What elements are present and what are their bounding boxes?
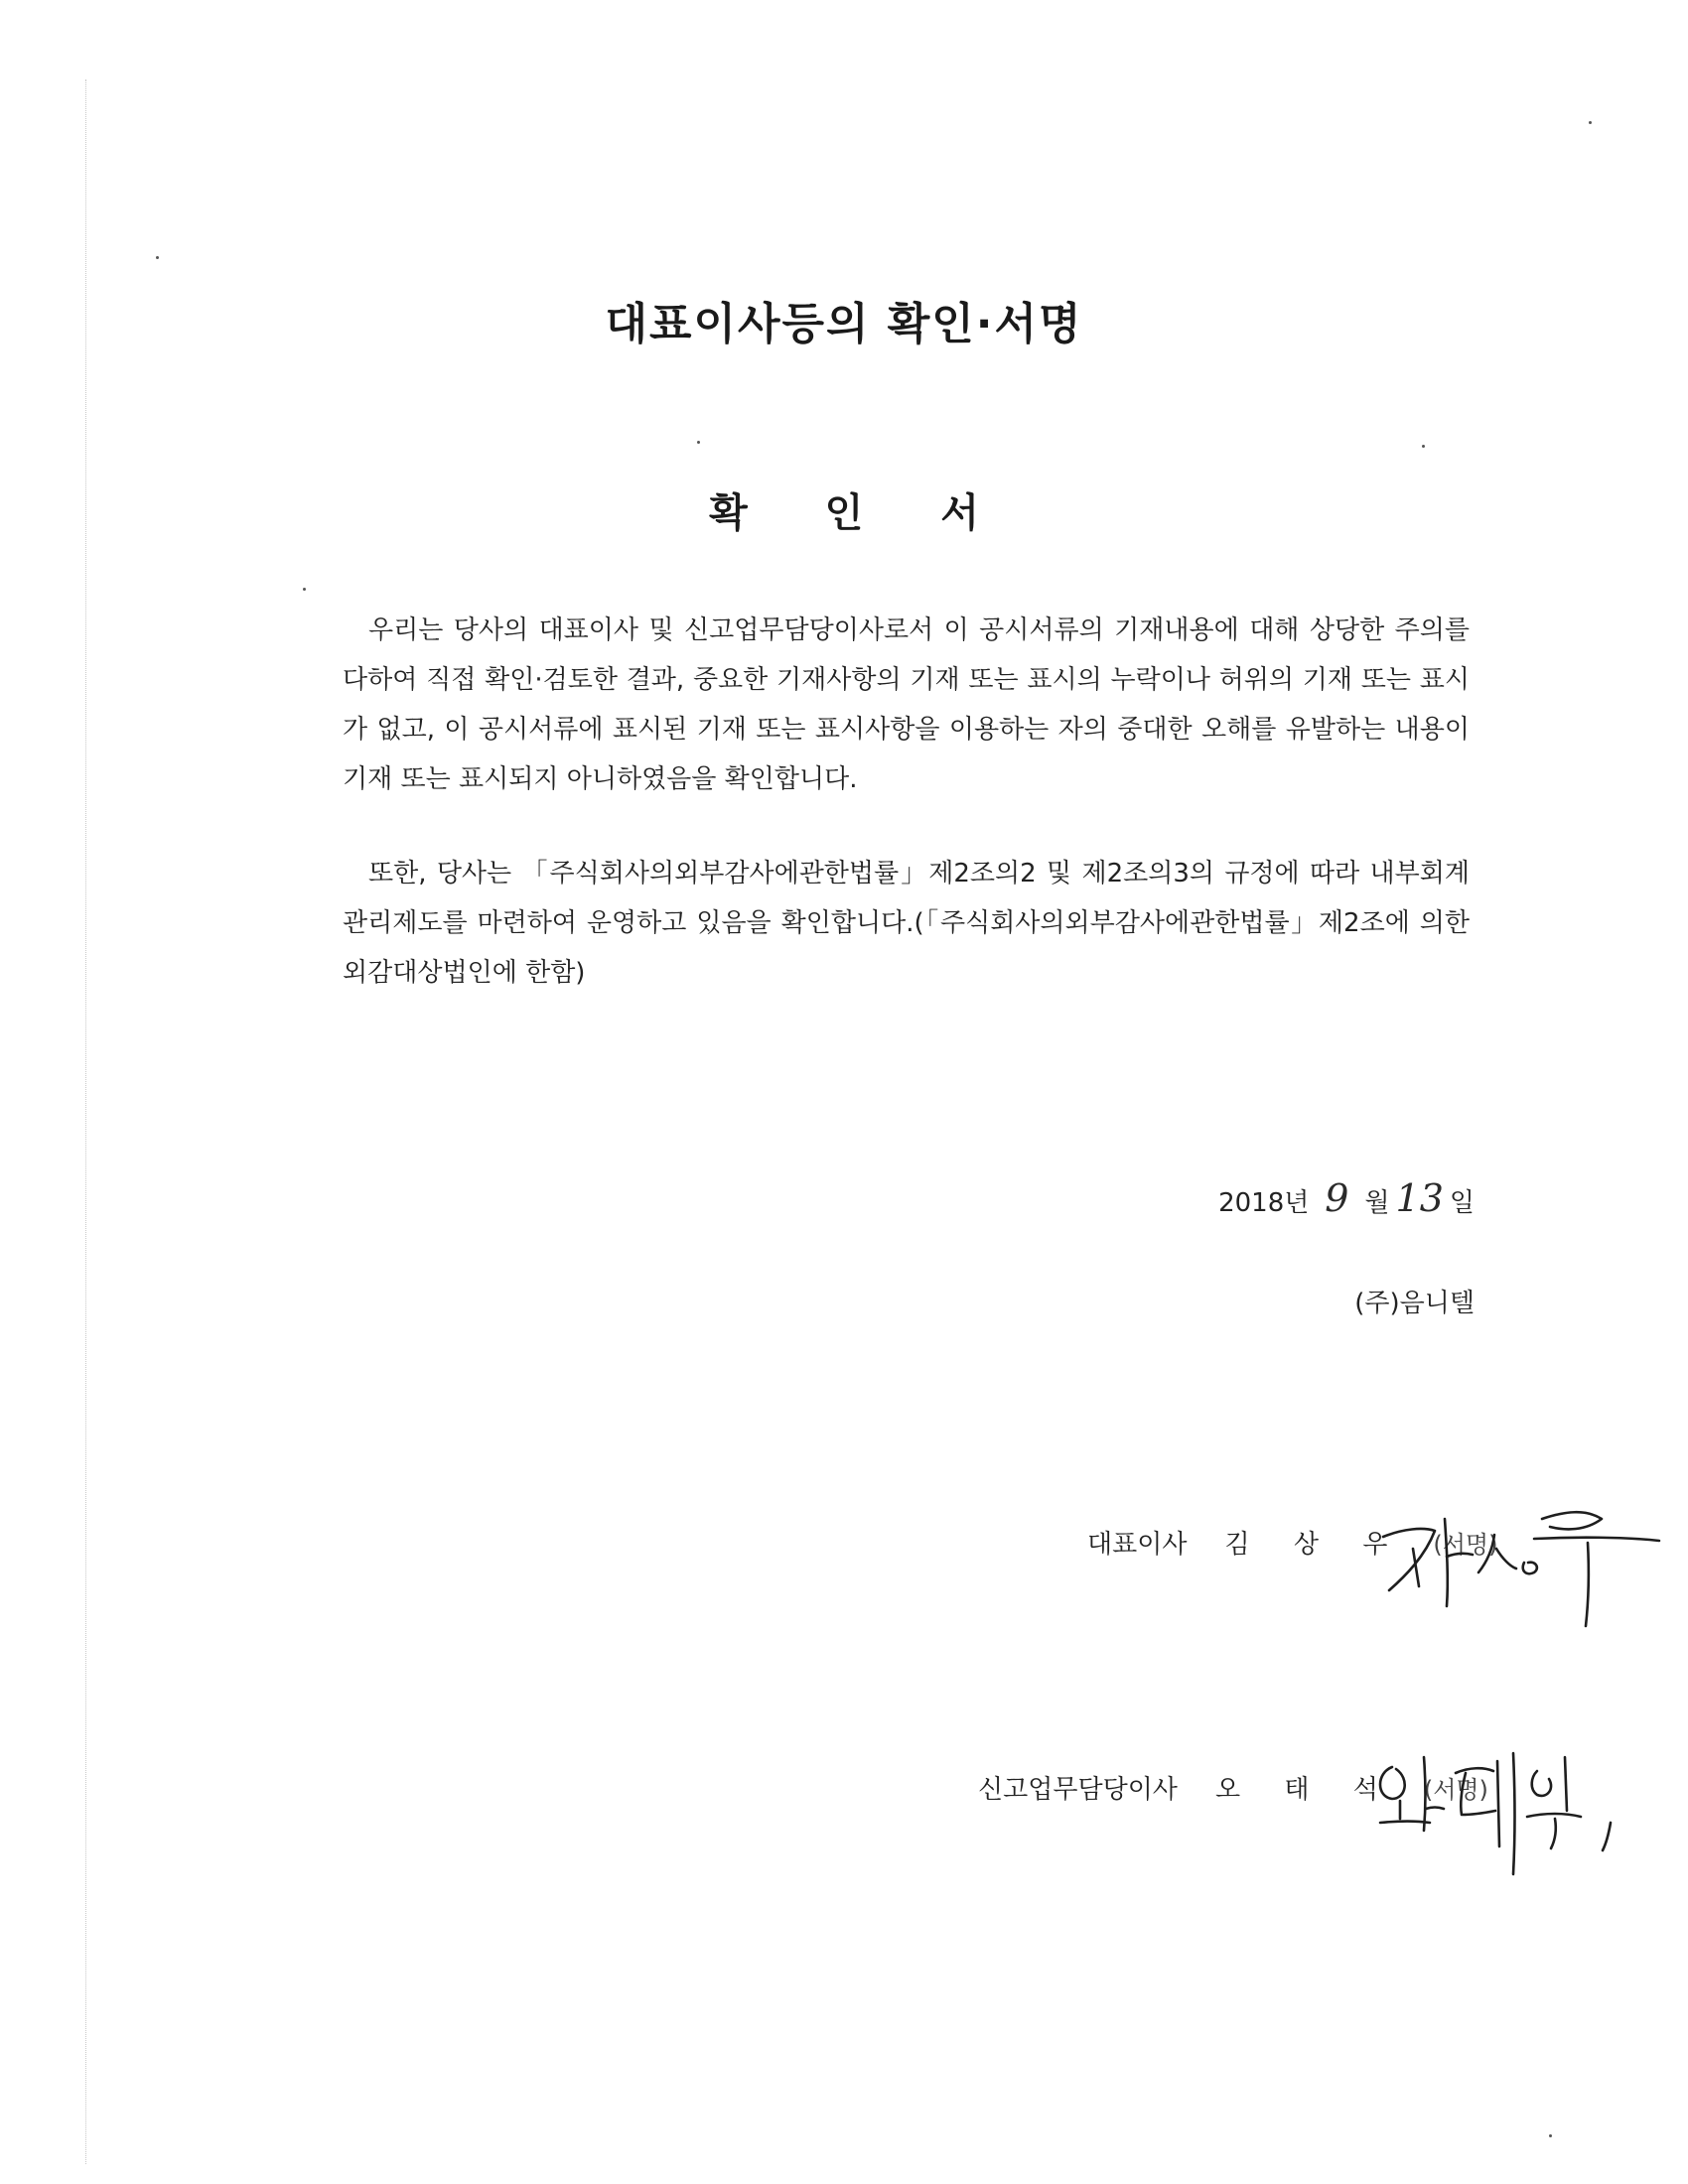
signing-date	[1218, 1176, 1475, 1220]
internal-control-paragraph: 또한, 당사는 「주식회사의외부감사에관한법률」제2조의2 및 제2조의3의 규정에 따라 내부회계관리제도를 마련하여 운영하고 있음을 확인합니다.(「주식회사의외부감사에관한법률」제2조에 의한 외감대상법인에 한함)	[343, 859, 1470, 988]
scan-speck	[1589, 121, 1592, 124]
date-month-handwritten: 9	[1325, 1176, 1349, 1220]
filing-director-sign-mark: (서명)	[1423, 1776, 1488, 1804]
document-subtitle: 확 인 서	[709, 490, 1011, 536]
company-name: (주)음니텔	[1354, 1289, 1475, 1318]
scan-speck	[156, 256, 159, 259]
date-month-label: 월	[1364, 1188, 1390, 1218]
date-day-handwritten: 13	[1395, 1176, 1444, 1220]
filing-director-role: 신고업무담당이사	[978, 1775, 1178, 1805]
scan-speck	[697, 441, 700, 444]
filing-director-name: 오 태 석	[1214, 1775, 1396, 1805]
ceo-handwritten-signature	[1375, 1479, 1663, 1628]
scan-edge-line	[85, 79, 86, 2164]
scan-speck	[303, 588, 306, 591]
ceo-role: 대표이사	[1087, 1530, 1188, 1560]
filing-director-handwritten-signature	[1370, 1727, 1658, 1876]
ceo-name: 김 상 우	[1224, 1530, 1406, 1560]
date-year: 2018년	[1218, 1188, 1310, 1218]
scan-speck	[1549, 2134, 1552, 2137]
date-day-label: 일	[1449, 1188, 1475, 1218]
confirmation-paragraph: 우리는 당사의 대표이사 및 신고업무담당이사로서 이 공시서류의 기재내용에 대해 상당한 주의를 다하여 직접 확인·검토한 결과, 중요한 기재사항의 기재 또는 표시의 누락이나 허위의 기재 또는 표시가 없고, 이 공시서류에 표시된 기재 또는 표시사항을 이용하는 자의 중대한 오해를 유발하는 내용이 기재 또는 표시되지 아니하였음을 확인합니다.	[343, 615, 1470, 794]
document-title: 대표이사등의 확인·서명	[605, 299, 1083, 349]
ceo-sign-mark: (서명)	[1433, 1531, 1498, 1559]
scan-speck	[1422, 445, 1425, 448]
